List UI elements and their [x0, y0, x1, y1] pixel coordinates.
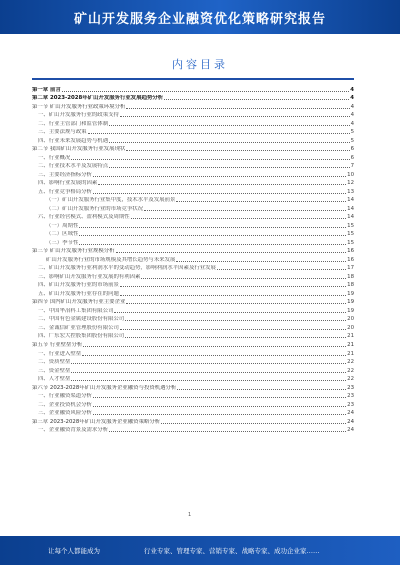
toc-entry-text: 五、行业竞争格局分析	[38, 188, 92, 195]
toc-dot-leader	[62, 91, 349, 92]
toc-dot-leader	[71, 372, 346, 373]
toc-entry-text: 二、中国有色金属建设股份有限公司	[38, 316, 125, 323]
toc-dot-leader	[83, 346, 346, 347]
toc-entry-text: 第三章 2023-2028年矿山开发服务企业融资策略分析	[32, 418, 161, 425]
toc-entry[interactable]	[32, 391, 354, 400]
toc-entry[interactable]	[32, 314, 354, 323]
toc-dot-leader	[82, 355, 346, 356]
toc-entry-page: 19	[347, 307, 354, 314]
toc-entry[interactable]	[32, 254, 354, 263]
toc-entry-page: 16	[347, 256, 354, 263]
toc-entry-page: 20	[347, 316, 354, 323]
toc-entry[interactable]	[32, 246, 354, 255]
toc-entry-text: 四、行业未来发展趋势与机遇	[38, 137, 109, 144]
toc-dot-leader	[98, 184, 346, 185]
toc-dot-leader	[120, 286, 346, 287]
toc-entry[interactable]	[32, 178, 354, 187]
toc-entry-text: 第二章 2023-2028年矿山开发服务行业发展趋势分析	[32, 95, 164, 102]
toc-entry-text: 二、行业技术水平及发展特点	[38, 163, 109, 170]
toc-entry[interactable]	[32, 288, 354, 297]
toc-entry-text: 三、企业融资风险分析	[38, 410, 92, 417]
toc-entry-page: 5	[350, 129, 354, 136]
toc-entry-text: 三、影响矿山开发服务行业发展的有利因素	[38, 273, 141, 280]
toc-entry-page: 18	[347, 273, 354, 280]
toc-entry-page: 16	[347, 248, 354, 255]
toc-entry-page: 10	[347, 171, 354, 178]
toc-entry[interactable]	[32, 237, 354, 246]
toc-entry-page: 19	[347, 299, 354, 306]
toc-dot-leader	[176, 201, 346, 202]
toc-entry-page: 7	[350, 163, 354, 170]
toc-entry[interactable]	[32, 271, 354, 280]
toc-entry[interactable]	[32, 152, 354, 161]
toc-entry[interactable]	[32, 280, 354, 289]
toc-entry-text: 第六节 2023-2028年矿山开发服务企业融资与投资机遇分析	[32, 384, 177, 391]
toc-entry[interactable]	[32, 339, 354, 348]
toc-dot-leader	[217, 269, 346, 270]
toc-entry-text: 二、资质壁垒	[38, 359, 71, 366]
toc-dot-leader	[126, 303, 346, 304]
toc-entry[interactable]	[32, 357, 354, 366]
toc-entry-text: 第三节 矿山开发服务行业规模分析	[32, 248, 115, 255]
toc-entry-page: 22	[347, 376, 354, 383]
toc-entry-page: 24	[347, 410, 354, 417]
toc-entry-text: 三、主要经济指标分析	[38, 171, 92, 178]
toc-entry-text: （一）周期性	[46, 222, 79, 229]
toc-entry-page: 22	[347, 367, 354, 374]
toc-entry[interactable]	[32, 297, 354, 306]
toc-entry[interactable]	[32, 212, 354, 221]
toc-entry-text: 二、行业主管部门和监管体制	[38, 120, 109, 127]
toc-entry-text: 第四节 国内矿山开发服务行业主要企业	[32, 299, 126, 306]
toc-entry[interactable]	[32, 135, 354, 144]
toc-entry-page: 4	[350, 86, 354, 93]
toc-dot-leader	[125, 320, 346, 321]
toc-entry-text: 四、人才壁垒	[38, 376, 71, 383]
toc-entry-page: 15	[347, 239, 354, 246]
toc-entry-page: 14	[347, 205, 354, 212]
toc-dot-leader	[109, 167, 349, 168]
toc-entry-text: 第一章 前言	[32, 86, 61, 93]
toc-entry[interactable]	[32, 416, 354, 425]
toc-divider	[32, 78, 354, 80]
toc-entry[interactable]	[32, 331, 354, 340]
toc-entry-page: 4	[350, 95, 354, 102]
toc-dot-leader	[131, 218, 346, 219]
toc-entry[interactable]	[32, 186, 354, 195]
toc-entry[interactable]	[32, 348, 354, 357]
toc-dot-leader	[177, 389, 346, 390]
toc-dot-leader	[79, 244, 346, 245]
toc-entry[interactable]	[32, 229, 354, 238]
toc-entry-page: 14	[347, 197, 354, 204]
report-title: 矿山开发服务企业融资优化策略研究报告	[73, 11, 326, 27]
toc-dot-leader	[125, 337, 346, 338]
toc-entry[interactable]	[32, 93, 354, 102]
toc-dot-leader	[176, 261, 346, 262]
toc-dot-leader	[161, 423, 346, 424]
toc-dot-leader	[71, 159, 349, 160]
page-number: 1	[188, 512, 192, 518]
toc-entry-text: （二）矿山开发服务行业的市场竞争状况	[46, 205, 144, 212]
toc-entry-page: 15	[347, 231, 354, 238]
toc-dot-leader	[141, 278, 346, 279]
toc-entry-text: 第一节 矿山开发服务行业政策环境分析	[32, 103, 126, 110]
toc-entry[interactable]	[32, 84, 354, 93]
toc-entry[interactable]	[32, 203, 354, 212]
toc-entry[interactable]	[32, 161, 354, 170]
toc-dot-leader	[114, 312, 346, 313]
toc-entry-page: 12	[347, 180, 354, 187]
toc-entry-page: 21	[347, 333, 354, 340]
toc-entry[interactable]	[32, 118, 354, 127]
toc-entry[interactable]	[32, 127, 354, 136]
toc-entry-text: 第二节 我国矿山开发服务行业发展现状	[32, 146, 126, 153]
toc-entry[interactable]	[32, 408, 354, 417]
toc-dot-leader	[120, 295, 346, 296]
toc-entry-text: 四、影响行业发展的因素	[38, 180, 98, 187]
toc-entry-page: 24	[347, 427, 354, 434]
footer-tagline: 行业专家、管理专家、营销专家、战略专家、成功企业家……	[144, 547, 320, 555]
toc-entry-text: 一、中国华冶科工集团有限公司	[38, 307, 114, 314]
toc-entry-text: （二）区域性	[46, 231, 79, 238]
toc-dot-leader	[71, 380, 346, 381]
toc-entry-page: 18	[347, 282, 354, 289]
toc-entry[interactable]	[32, 322, 354, 331]
toc-entry[interactable]	[32, 144, 354, 153]
toc-entry[interactable]	[32, 399, 354, 408]
toc-entry-page: 6	[350, 154, 354, 161]
toc-entry-text: 四、广东宏大控股集团股份有限公司	[38, 333, 125, 340]
toc-dot-leader	[126, 108, 349, 109]
toc-dot-leader	[109, 142, 349, 143]
toc-dot-leader	[126, 150, 349, 151]
toc-entry-page: 17	[347, 265, 354, 272]
toc-dot-leader	[93, 193, 346, 194]
toc-dot-leader	[71, 363, 346, 364]
toc-entry-text: 一、矿山开发服务行业的政策支持	[38, 112, 119, 119]
report-header-banner	[0, 0, 400, 34]
toc-entry-page: 15	[347, 222, 354, 229]
table-of-contents	[32, 84, 354, 433]
toc-entry-text: 矿山开发服务行业的市场规模及其增长趋势与未来发展	[46, 256, 176, 263]
toc-dot-leader	[79, 235, 346, 236]
toc-entry-text: 四、矿山开发服务行业的市场前景	[38, 282, 119, 289]
toc-entry-text: 五、矿山开发服务行业存在的问题	[38, 290, 119, 297]
toc-dot-leader	[79, 227, 346, 228]
toc-heading: 内容目录	[172, 58, 228, 71]
toc-entry-page: 4	[350, 120, 354, 127]
toc-entry-page: 5	[350, 137, 354, 144]
toc-dot-leader	[120, 329, 346, 330]
toc-entry-text: （一）矿山开发服务行业集中度，技术水平及发展前景	[46, 197, 176, 204]
toc-entry-text: 二、矿山开发服务行业利润水平的变动趋势，影响利润水平因素及行业发展	[38, 265, 216, 272]
toc-entry-page: 21	[347, 350, 354, 357]
toc-entry[interactable]	[32, 101, 354, 110]
toc-entry[interactable]	[32, 382, 354, 391]
toc-entry[interactable]	[32, 374, 354, 383]
toc-entry-page: 14	[347, 214, 354, 221]
toc-entry[interactable]	[32, 169, 354, 178]
toc-entry[interactable]	[32, 365, 354, 374]
toc-dot-leader	[164, 99, 349, 100]
toc-entry-page: 19	[347, 290, 354, 297]
toc-entry-page: 23	[347, 401, 354, 408]
toc-entry-page: 6	[350, 146, 354, 153]
toc-entry[interactable]	[32, 425, 354, 434]
footer-banner	[0, 536, 400, 565]
toc-entry-page: 13	[347, 188, 354, 195]
toc-entry-text: 六、行业经营模式、盈利模式及周期性	[38, 214, 130, 221]
toc-dot-leader	[109, 431, 346, 432]
toc-entry-text: 二、企业投资机会分析	[38, 401, 92, 408]
toc-dot-leader	[93, 414, 346, 415]
toc-entry-text: 一、行业融资渠道分析	[38, 393, 92, 400]
toc-dot-leader	[88, 133, 350, 134]
toc-entry-page: 21	[347, 341, 354, 348]
toc-entry-text: 三、主要法规与政策	[38, 129, 87, 136]
toc-entry[interactable]	[32, 263, 354, 272]
footer-slogan: 让每个人都能成为	[48, 547, 100, 555]
toc-entry-page: 20	[347, 324, 354, 331]
toc-entry[interactable]	[32, 220, 354, 229]
toc-dot-leader	[93, 176, 346, 177]
toc-dot-leader	[109, 125, 349, 126]
toc-entry-text: 三、资金壁垒	[38, 367, 71, 374]
toc-entry-page: 22	[347, 359, 354, 366]
toc-entry-page: 4	[350, 112, 354, 119]
toc-entry-text: 一、行业进入壁垒	[38, 350, 82, 357]
toc-entry-page: 4	[350, 103, 354, 110]
toc-dot-leader	[144, 210, 346, 211]
toc-dot-leader	[116, 252, 347, 253]
toc-dot-leader	[93, 397, 346, 398]
toc-entry-page: 23	[347, 384, 354, 391]
toc-entry[interactable]	[32, 305, 354, 314]
toc-entry-text: 一、行业概况	[38, 154, 71, 161]
toc-dot-leader	[120, 116, 350, 117]
toc-entry-text: 一、企业融资背景及需求分析	[38, 427, 109, 434]
toc-entry-page: 23	[347, 393, 354, 400]
toc-entry[interactable]	[32, 195, 354, 204]
toc-entry-text: 三、金诚信矿业管理股份有限公司	[38, 324, 119, 331]
toc-entry-text: 第五节 行业壁垒分析	[32, 341, 83, 348]
toc-entry-page: 24	[347, 418, 354, 425]
toc-entry-text: （三）季节性	[46, 239, 79, 246]
toc-entry[interactable]	[32, 110, 354, 119]
toc-dot-leader	[93, 406, 346, 407]
